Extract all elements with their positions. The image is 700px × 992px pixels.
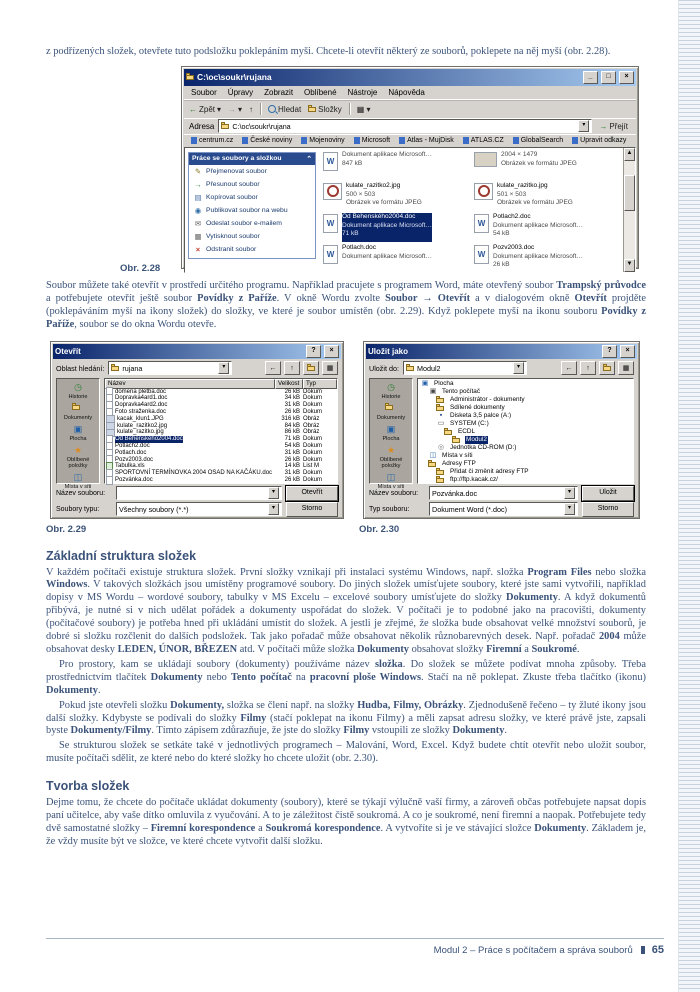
chevron-down-icon[interactable]: ▾ <box>218 362 229 374</box>
search-button[interactable]: Hledat <box>268 105 301 114</box>
section1-paragraph-2: Pro prostory, kam se ukládají soubory (dokumenty) používáme název složka. Do složek se můžete podívat mnoha způsoby. Třeba prostřednictvím tlačítek Dokumenty nebo Tento počítač na pracovní ploše Windows. Stačí na ně poklepat. Zkuste třeba tlačítko (ikonu) Dokumenty. <box>46 658 646 696</box>
places-bar <box>369 378 413 490</box>
folders-button[interactable]: Složky <box>308 105 342 114</box>
file-row[interactable]: Potlach2.doc 54 kB Dokum <box>105 443 337 450</box>
views-button[interactable]: ▦ <box>322 361 338 375</box>
file-row[interactable]: kulate_razitko2.jpg 84 kB Obráz <box>105 423 337 430</box>
file-row[interactable]: Foto straženka.doc 26 kB Dokum <box>105 409 337 416</box>
figure-caption-228: Obr. 2.28 <box>120 262 161 274</box>
file-icon <box>474 245 489 264</box>
task-panel-title: Práce se soubory a složkou ⌃ <box>189 153 315 165</box>
link-item[interactable]: Upravit odkazy <box>572 137 626 144</box>
places-bar <box>56 378 100 490</box>
open-dialog <box>50 341 344 519</box>
place-item[interactable]: Dokumenty <box>57 403 99 421</box>
chevron-down-icon[interactable]: ▾ <box>578 120 589 132</box>
file-tile[interactable]: W Potlach.doc Dokument aplikace Microsoft… <box>323 244 468 273</box>
tree-item[interactable]: Modul2 <box>418 436 633 444</box>
place-icon <box>385 382 397 393</box>
tree-item-icon <box>436 468 446 476</box>
link-icon <box>301 137 307 144</box>
new-folder-icon <box>307 364 315 372</box>
place-item[interactable]: ◫ Místa v síti <box>57 472 99 490</box>
file-name-label: Název souboru: <box>369 489 419 497</box>
file-row[interactable]: kulate_razitko.jpg 86 kB Obráz <box>105 429 337 436</box>
folders-icon <box>308 105 316 113</box>
link-item[interactable]: Microsoft <box>354 137 390 144</box>
go-button[interactable]: → Přejít <box>599 121 628 131</box>
views-button[interactable]: ▦ ▾ <box>356 104 371 114</box>
save-dialog-title: Uložit jako <box>368 346 409 356</box>
toolbar <box>184 100 636 118</box>
place-item[interactable]: ★ Oblíbené položky <box>370 445 412 469</box>
place-icon <box>385 403 397 414</box>
task-item-icon <box>193 193 203 202</box>
tree-item[interactable]: ◫ Místa v síti <box>418 452 633 460</box>
file-list <box>104 378 338 484</box>
figure-caption-230: Obr. 2.30 <box>359 523 400 535</box>
page-content <box>46 46 646 851</box>
go-arrow-icon: → <box>599 121 608 131</box>
close-icon[interactable]: × <box>324 345 339 358</box>
file-tile[interactable]: W Pozv2003.doc Dokument aplikace Microsoft… 26 kB <box>474 244 619 273</box>
file-row[interactable]: Pozvánka.doc 26 kB Dokum <box>105 477 337 484</box>
link-icon <box>354 137 360 144</box>
tree-item-icon <box>452 436 462 444</box>
new-folder-icon <box>603 364 611 372</box>
place-icon <box>72 445 84 456</box>
place-icon <box>72 403 84 414</box>
page-number: 65 <box>651 944 664 956</box>
tree-item[interactable]: ▣ Tento počítač <box>418 388 633 396</box>
tree-item-icon <box>428 460 438 468</box>
page-edge-decoration <box>678 0 700 992</box>
close-icon[interactable]: × <box>620 345 635 358</box>
toolbar-separator <box>260 103 261 115</box>
scrollbar[interactable] <box>623 148 635 272</box>
link-item[interactable]: České noviny <box>242 137 292 144</box>
figure-2-28 <box>46 66 646 280</box>
place-item[interactable]: ◷ Historie <box>57 382 99 400</box>
chevron-down-icon[interactable]: ▾ <box>564 503 575 515</box>
chevron-down-icon[interactable]: ▾ <box>564 487 575 499</box>
menu-bar <box>184 86 636 100</box>
file-icon <box>323 152 338 171</box>
file-tile[interactable]: kulate_razitko2.jpg 500 × 503 Obrázek ve formátu JPEG <box>323 182 468 211</box>
maximize-button[interactable]: □ <box>601 71 616 84</box>
tree-item-icon <box>420 380 430 388</box>
file-name-input[interactable] <box>116 486 282 500</box>
place-item[interactable]: ▣ Plocha <box>370 424 412 442</box>
task-item-icon <box>193 219 203 228</box>
intro-paragraph: z podřízených složek, otevřete tuto podsložku poklepáním myši. Chcete-li otevřít některý ze souborů, poklepete na něj myší (obr. 2.28). <box>46 46 611 57</box>
task-item[interactable]: × Odstranit soubor <box>189 243 315 256</box>
tree-item-icon <box>436 404 446 412</box>
menu-item[interactable]: Oblíbené <box>304 87 337 97</box>
forward-button[interactable]: → ▾ <box>228 104 243 114</box>
links-bar <box>184 134 636 147</box>
tree-item-icon <box>444 428 454 436</box>
tree-item[interactable]: Administrátor - dokumenty <box>418 396 633 404</box>
link-item[interactable]: centrum.cz <box>191 137 233 144</box>
task-item[interactable]: ▦ Vytisknout soubor <box>189 230 315 243</box>
footer-square-icon <box>641 946 645 954</box>
menu-item[interactable]: Úpravy <box>227 87 254 97</box>
file-icon <box>323 245 338 264</box>
menu-item[interactable]: Nástroje <box>347 87 378 97</box>
page-footer <box>46 938 664 956</box>
back-button[interactable]: ← <box>265 361 281 375</box>
new-folder-button[interactable] <box>599 361 615 375</box>
file-row[interactable]: Od Behenského2004.doc 71 kB Dokum <box>105 436 337 443</box>
folder-icon <box>406 364 414 372</box>
chevron-down-icon[interactable]: ▾ <box>268 487 279 499</box>
file-row[interactable]: kacak_klun1.JPG 316 kB Obráz <box>105 416 337 423</box>
link-item[interactable]: Atlas - MujDisk <box>399 137 454 144</box>
file-type-label: Typ souboru: <box>369 505 410 513</box>
file-row[interactable]: Dopravka4ard2.doc 31 kB Dokum <box>105 402 337 409</box>
menu-item[interactable]: Soubor <box>191 87 217 97</box>
tree-item-icon <box>428 388 438 396</box>
back-button[interactable]: ← Zpět ▾ <box>189 104 222 114</box>
section-heading-folder-structure: Základní struktura složek <box>46 548 197 563</box>
link-icon <box>242 137 248 144</box>
views-button[interactable]: ▦ <box>618 361 634 375</box>
up-button[interactable]: ↑ <box>249 104 254 114</box>
link-item[interactable]: Mojenoviny <box>301 137 344 144</box>
file-tile[interactable]: W Potlach2.doc Dokument aplikace Microsoft… 54 kB <box>474 213 619 242</box>
save-in-label: Uložit do: <box>369 363 399 373</box>
cancel-button[interactable]: Storno <box>286 502 338 517</box>
section2-paragraph-1: Dejme tomu, že chcete do počítače ukládat dokumenty (soubory), které se týkají výlučně vaší firmy, a zároveň občas potřebujete napsat dopis paní učitelce, aby vaše dítko omluvila z vyučování. A to je záležitost čistě soukromá. A co je soukromé, není firemní a naopak. Potřebujete tedy dvě samostatné složky – Firemní korespondence a Soukromá korespondence. A vytvoříte si je ve stávající složce Dokumenty. Základem je, že vždy musíte být ve složce, ve které chcete vytvořit další složku. <box>46 797 647 847</box>
scroll-up-icon[interactable]: ▲ <box>624 148 635 161</box>
forward-arrow-icon: → <box>228 104 237 114</box>
task-item-icon <box>193 206 203 215</box>
task-item[interactable]: ▤ Kopírovat soubor <box>189 191 315 204</box>
figure-row <box>50 341 646 519</box>
look-in-row <box>51 359 343 378</box>
file-row[interactable]: Dopravka4ard1.doc 34 kB Dokum <box>105 395 337 402</box>
file-row[interactable]: domena pletba.doc 26 kB Dokum <box>105 389 337 396</box>
up-level-button[interactable]: ↑ <box>580 361 596 375</box>
tree-item-icon <box>428 452 438 460</box>
cancel-button[interactable]: Storno <box>582 502 634 517</box>
column-header-size[interactable]: Velikost <box>275 379 303 389</box>
file-name-input[interactable]: Pozvánka.doc ▾ <box>429 486 578 500</box>
file-tile[interactable]: W Od Behenského2004.doc Dokument aplikace Microsoft… 71 kB <box>323 213 468 242</box>
window-folder-icon <box>186 73 194 81</box>
file-type-select[interactable]: Dokument Word (*.doc) ▾ <box>429 502 578 516</box>
file-icon <box>323 183 342 200</box>
footer-text: Modul 2 – Práce s počítačem a správa souborů <box>433 944 633 956</box>
file-row[interactable]: Potlach.doc 31 kB Dokum <box>105 450 337 457</box>
file-type-select[interactable]: Všechny soubory (*.*) ▾ <box>116 502 282 516</box>
word-paragraph: Soubor můžete také otevřít v prostředí určitého programu. Například pracujete s programem Word, máte otevřený soubor Trampský průvodce a potřebujete otevřít ještě soubor Povídky z Paříže. V okně Wordu zvolte Soubor → Otevřít a v dialogovém okně Otevřít projděte (poklepáváním myší na ikony složek) do složky, ve které je soubor umístěn (obr. 2.29). Když poklepete myší na ikonu souboru Povídky z Paříže, soubor se do okna Wordu otevře. <box>46 279 646 330</box>
tree-item[interactable]: ▭ SYSTEM (C:) <box>418 420 633 428</box>
tree-item-icon <box>436 420 446 428</box>
explorer-window <box>181 66 639 269</box>
file-row[interactable]: Pozv2003.doc 26 kB Dokum <box>105 457 337 464</box>
save-in-row <box>364 359 639 378</box>
open-dialog-title: Otevřít <box>55 346 81 356</box>
folder-icon <box>221 122 229 130</box>
explorer-body <box>184 147 636 273</box>
chevron-down-icon[interactable]: ▾ <box>513 362 524 374</box>
file-name-label: Název souboru: <box>56 489 106 497</box>
close-icon[interactable]: × <box>619 71 634 84</box>
back-arrow-icon: ← <box>189 104 197 114</box>
task-item[interactable]: ✎ Přejmenovat soubor <box>189 165 315 178</box>
place-icon <box>385 424 397 435</box>
file-icon <box>323 214 338 233</box>
link-item[interactable]: GlobalSearch <box>513 137 563 144</box>
section1-paragraph-1: V každém počítači existuje struktura složek. První složky vznikají při instalaci systému Windows, např. složka Program Files nebo složka Windows. V takových složkách jsou umístěny programové soubory. Do jiných složek umísťujete soubory, které jste sami vytvořili, například dopisy v MS Wordu – wordové soubory, tabulky v MS Excelu – excelové soubory umísťujete do složky Dokumenty. A když dokumentů přibývá, je nutné si v nich udělat pořádek a dokumenty uspořádat do složek. V počítači je to podobné jako na pracovišti, dokumenty (počítačové soubory) je potřeba hned při ukládání umístit do složek. A jestli je zřejmé, že složka bude obsahovat velké množství souborů, je dobré si složku rozčlenit do dalších podsložek. Tak jako pořadač může obsahovat několik různobarevných desek. Např. pořadač 2004 může obsahovat desky LEDEN, ÚNOR, BŘEZEN atd. V počítači může složka Dokumenty obsahovat složky Firemní a Soukromé. <box>46 566 646 655</box>
file-row[interactable]: Tabulka.xls 14 kB List M <box>105 463 337 470</box>
menu-item[interactable]: Nápověda <box>388 87 425 97</box>
task-panel <box>188 152 316 259</box>
open-button[interactable]: Otevřít <box>286 486 338 501</box>
place-item[interactable]: Dokumenty <box>370 403 412 421</box>
figure-caption-229: Obr. 2.29 <box>46 523 87 535</box>
file-tiles <box>319 148 623 272</box>
task-item[interactable]: → Přesunout soubor <box>189 178 315 191</box>
place-icon <box>385 472 397 483</box>
open-dialog-titlebar <box>53 344 341 359</box>
task-item[interactable]: ✉ Odeslat soubor e-mailem <box>189 217 315 230</box>
section1-paragraph-3: Pokud jste otevřeli složku Dokumenty, složka se člení např. na složky Hudba, Filmy, Obrázky. Zjednodušeně řečeno – ty žluté ikony jsou další složky. Kdybyste se podívali do složky Filmy (stačí poklepat na ikonu Filmy) a měli zapsat adresu složky, ve které právě jste, zapsali byste Dokumenty/Filmy. Tímto zápisem zdůrazňuje, že jste do složky Filmy vstoupili ze složky Dokumenty. <box>46 699 647 737</box>
link-icon <box>463 137 469 144</box>
tree-item[interactable]: ◎ Jednotka CD-ROM (D:) <box>418 444 633 452</box>
address-label: Adresa <box>189 121 215 131</box>
place-icon <box>385 445 397 456</box>
tree-item-icon <box>436 396 446 404</box>
place-item[interactable]: ★ Oblíbené položky <box>57 445 99 469</box>
tree-item[interactable]: ftp://ftp.kacak.cz/ <box>418 476 633 484</box>
place-icon <box>72 382 84 393</box>
place-icon <box>72 472 84 483</box>
link-icon <box>191 137 197 144</box>
help-button[interactable]: ? <box>602 345 617 358</box>
look-in-select[interactable]: rujana ▾ <box>108 361 232 375</box>
back-button[interactable]: ← <box>561 361 577 375</box>
tree-item-icon <box>436 476 446 484</box>
folder-tree <box>417 378 634 484</box>
window-title: C:\oc\soukr\rujana <box>197 72 272 83</box>
tree-item[interactable]: ▣ Plocha <box>418 380 633 388</box>
section-heading-create-folders: Tvorba složek <box>46 779 130 794</box>
section1-paragraph-4: Se strukturou složek se setkáte také v jednotlivých programech – Malování, Word, Excel. Když budete chtít otevřít nebo uložit soubor, musíte počítači sdělit, ze které nebo do které složky ho chcete uložit (obr. 2.30). <box>46 740 646 765</box>
tree-item[interactable]: ▪ Disketa 3,5 palce (A:) <box>418 412 633 420</box>
link-icon <box>572 137 578 144</box>
link-item[interactable]: ATLAS.CZ <box>463 137 504 144</box>
menu-item[interactable]: Zobrazit <box>264 87 294 97</box>
place-item[interactable]: ◫ Místa v síti <box>370 472 412 490</box>
file-icon <box>106 476 113 485</box>
address-input[interactable]: C:\oc\soukr\rujana ▾ <box>218 119 592 133</box>
up-level-button[interactable]: ↑ <box>284 361 300 375</box>
task-item-icon <box>193 245 203 254</box>
collapse-icon[interactable]: ⌃ <box>306 155 312 163</box>
file-tile[interactable]: 2004 × 1479 Obrázek ve formátu JPEG <box>474 151 619 180</box>
link-icon <box>513 137 519 144</box>
file-icon <box>474 152 497 167</box>
look-in-label: Oblast hledání: <box>56 363 105 373</box>
folder-icon <box>111 364 119 372</box>
help-button[interactable]: ? <box>306 345 321 358</box>
place-item[interactable]: ▣ Plocha <box>57 424 99 442</box>
save-button[interactable]: Uložit <box>582 486 634 501</box>
chevron-down-icon[interactable]: ▾ <box>268 503 279 515</box>
explorer-titlebar <box>184 69 636 86</box>
tree-item-icon <box>436 444 446 452</box>
search-icon <box>268 105 276 113</box>
task-item[interactable]: ◉ Publikovat soubor na webu <box>189 204 315 217</box>
column-header-name[interactable]: Název <box>105 379 275 389</box>
task-item-icon <box>193 167 203 176</box>
file-icon <box>474 214 489 233</box>
save-as-dialog <box>363 341 640 519</box>
file-tile[interactable]: W Dokument aplikace Microsoft… 847 kB <box>323 151 468 180</box>
file-row[interactable]: SPORTOVNÍ TERMÍNOVKA 2004 OSAD NA KAČÁKU.doc 31 kB Dokum <box>105 470 337 477</box>
scroll-down-icon[interactable]: ▼ <box>624 259 635 272</box>
file-icon <box>474 183 493 200</box>
toolbar-separator <box>349 103 350 115</box>
column-header-type[interactable]: Typ <box>303 379 337 389</box>
task-item-icon <box>193 180 203 189</box>
file-tile[interactable]: kulate_razitko.jpg 501 × 503 Obrázek ve formátu JPEG <box>474 182 619 211</box>
save-dialog-titlebar <box>366 344 637 359</box>
place-icon <box>72 424 84 435</box>
place-item[interactable]: ◷ Historie <box>370 382 412 400</box>
tree-item[interactable]: Přidat či změnit adresy FTP <box>418 468 633 476</box>
address-bar <box>184 118 636 134</box>
task-item-icon <box>193 232 203 241</box>
new-folder-button[interactable] <box>303 361 319 375</box>
tree-item[interactable]: Sdílené dokumenty <box>418 404 633 412</box>
tree-item[interactable]: Adresy FTP <box>418 460 633 468</box>
link-icon <box>399 137 405 144</box>
tree-item[interactable]: ECDL <box>418 428 633 436</box>
scroll-thumb[interactable] <box>624 175 635 211</box>
save-in-select[interactable]: Modul2 ▾ <box>403 361 527 375</box>
file-type-label: Soubory typu: <box>56 505 100 513</box>
minimize-button[interactable]: _ <box>583 71 598 84</box>
tree-item-icon <box>436 412 446 420</box>
